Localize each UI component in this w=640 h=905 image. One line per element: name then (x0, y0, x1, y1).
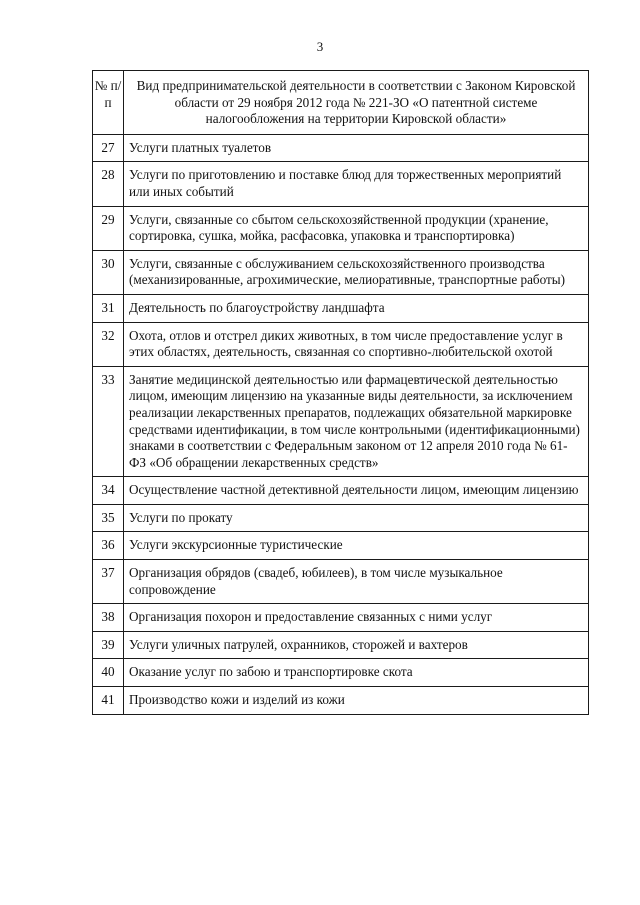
row-description: Услуги экскурсионные туристические (124, 532, 589, 560)
row-description: Организация похорон и предоставление связанных с ними услуг (124, 604, 589, 632)
activity-table (92, 70, 589, 715)
row-number: 36 (93, 532, 124, 560)
row-number: 30 (93, 250, 124, 294)
row-description: Производство кожи и изделий из кожи (124, 687, 589, 715)
row-number: 29 (93, 206, 124, 250)
row-description: Услуги, связанные со сбытом сельскохозяйственной продукции (хранение, сортировка, сушка, мойка, расфасовка, упаковка и транспортировка) (124, 206, 589, 250)
row-number: 34 (93, 477, 124, 505)
row-number: 41 (93, 687, 124, 715)
table-row (93, 604, 589, 632)
table-row (93, 687, 589, 715)
table-row (93, 532, 589, 560)
row-number: 37 (93, 560, 124, 604)
table-row (93, 659, 589, 687)
header-number-column: № п/п (93, 71, 124, 135)
row-description: Осуществление частной детективной деятельности лицом, имеющим лицензию (124, 477, 589, 505)
page-number: 3 (316, 39, 324, 54)
table-row (93, 366, 589, 477)
row-description: Услуги по приготовлению и поставке блюд для торжественных мероприятий или иных событий (124, 162, 589, 206)
row-description: Услуги по прокату (124, 504, 589, 532)
table-row (93, 294, 589, 322)
table-row (93, 134, 589, 162)
row-description: Услуги уличных патрулей, охранников, сторожей и вахтеров (124, 631, 589, 659)
row-number: 32 (93, 322, 124, 366)
table-row (93, 504, 589, 532)
row-description: Услуги платных туалетов (124, 134, 589, 162)
row-description: Организация обрядов (свадеб, юбилеев), в том числе музыкальное сопровождение (124, 560, 589, 604)
row-number: 28 (93, 162, 124, 206)
row-number: 33 (93, 366, 124, 477)
table-row (93, 560, 589, 604)
row-number: 27 (93, 134, 124, 162)
row-number: 40 (93, 659, 124, 687)
table-row (93, 322, 589, 366)
table-header-row (93, 71, 589, 135)
table-row (93, 477, 589, 505)
row-number: 35 (93, 504, 124, 532)
row-number: 31 (93, 294, 124, 322)
table-row (93, 206, 589, 250)
header-description-column: Вид предпринимательской деятельности в соответствии с Законом Кировской области от 29 ноября 2012 года № 221-ЗО «О патентной системе налогообложения на территории Кировской области» (124, 71, 589, 135)
row-description: Занятие медицинской деятельностью или фармацевтической деятельностью лицом, имеющим лицензию на указанные виды деятельности, за исключением реализации лекарственных препаратов, подлежащих обязательной маркировке средствами идентификации, в том числе контрольными (идентификационными) знаками в соответствии с Федеральным законом от 12 апреля 2010 года № 61-ФЗ «Об обращении лекарственных средств» (124, 366, 589, 477)
row-description: Охота, отлов и отстрел диких животных, в том числе предоставление услуг в этих областях, деятельность, связанная со спортивно-любительской охотой (124, 322, 589, 366)
row-number: 39 (93, 631, 124, 659)
table-row (93, 631, 589, 659)
table-row (93, 162, 589, 206)
row-description: Услуги, связанные с обслуживанием сельскохозяйственного производства (механизированные, агрохимические, мелиоративные, транспортные работы) (124, 250, 589, 294)
row-description: Оказание услуг по забою и транспортировке скота (124, 659, 589, 687)
table-body (93, 134, 589, 714)
row-description: Деятельность по благоустройству ландшафта (124, 294, 589, 322)
row-number: 38 (93, 604, 124, 632)
table-row (93, 250, 589, 294)
